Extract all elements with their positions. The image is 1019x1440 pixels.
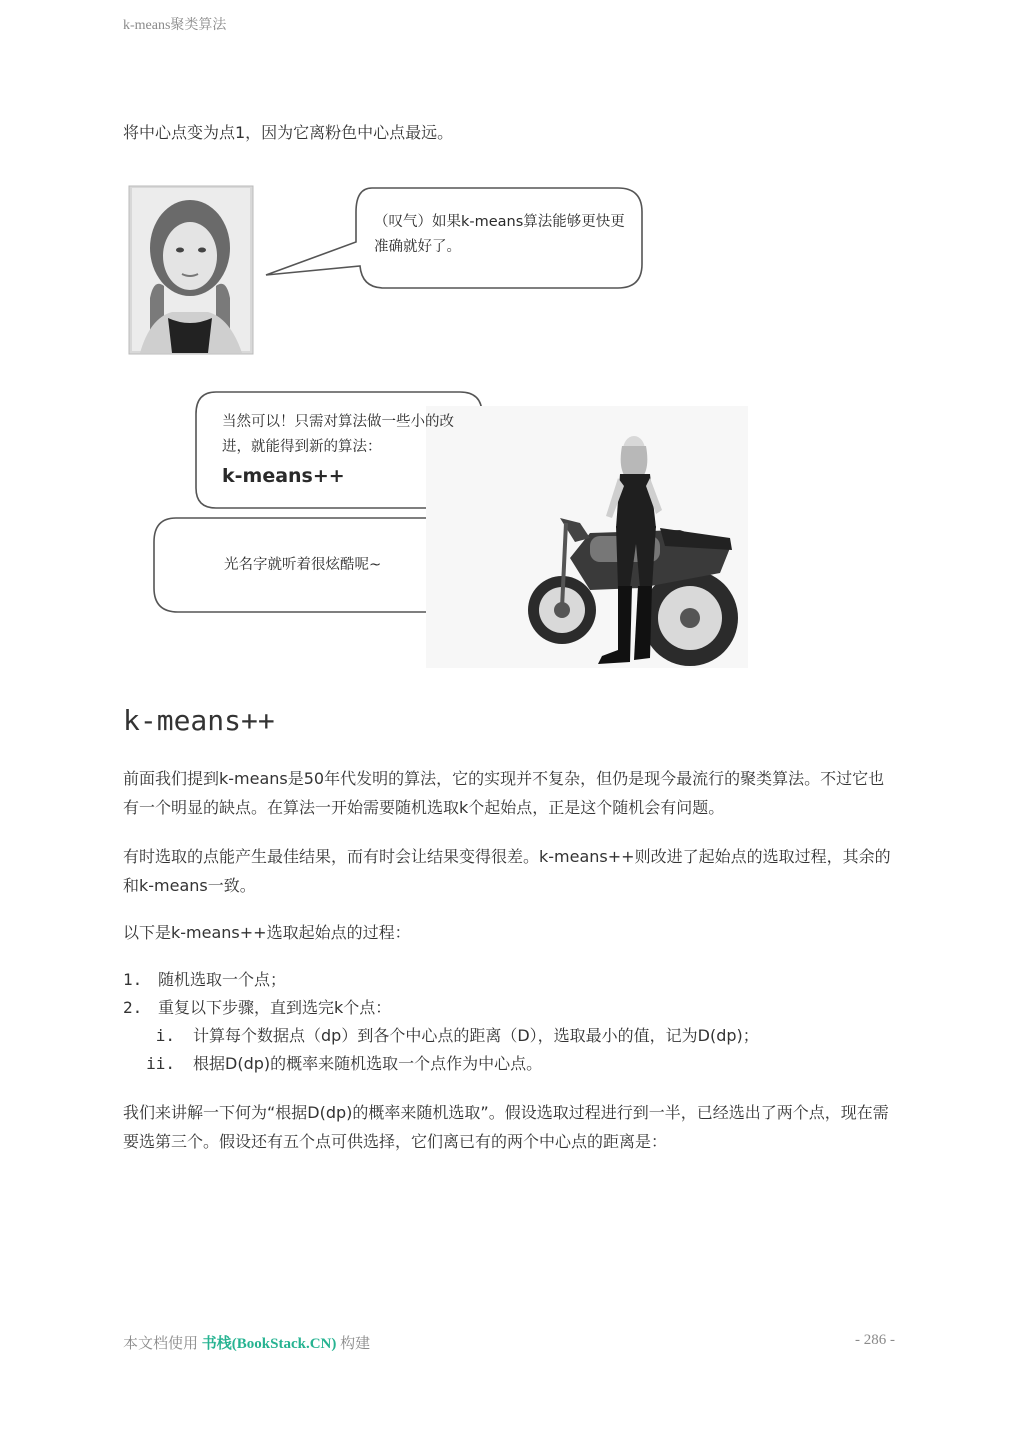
list-item-text: 重复以下步骤，直到选完k个点： <box>158 998 392 1017</box>
page-header-title: k-means聚类算法 <box>123 18 227 33</box>
woman-motorcycle-photo <box>426 406 748 668</box>
sublist-item <box>123 1050 895 1078</box>
sublist-item <box>123 1022 895 1050</box>
list-item <box>123 966 895 994</box>
footer-credit <box>123 1332 370 1353</box>
footer-brand-link[interactable]: 书栈(BookStack.CN) <box>201 1336 337 1352</box>
comic-illustration <box>120 178 760 678</box>
bubble2-bold-text: k-means++ <box>222 465 345 487</box>
paragraph-3: 以下是k-means++选取起始点的过程： <box>123 923 411 942</box>
list-item-number: 2. <box>123 998 143 1017</box>
list-item-number: 1. <box>123 970 143 989</box>
list-item <box>123 994 895 1022</box>
sublist-item-text: 根据D(dp)的概率来随机选取一个点作为中心点。 <box>193 1054 543 1073</box>
sublist-item-number: ii. <box>146 1054 175 1073</box>
woman-portrait-photo <box>129 186 253 354</box>
bubble2-text: 当然可以！只需对算法做一些小的改进，就能得到新的算法： <box>222 414 454 455</box>
section-title: k-means++ <box>123 704 275 737</box>
paragraph-2: 有时选取的点能产生最佳结果，而有时会让结果变得很差。k-means++则改进了起始点的选取过程，其余的和k-means一致。 <box>123 847 891 895</box>
sublist-item-number: i. <box>155 1026 175 1045</box>
bubble1-text: （叹气）如果k-means算法能够更快更准确就好了。 <box>374 214 625 255</box>
intro-paragraph: 将中心点变为点1，因为它离粉色中心点最远。 <box>123 123 454 142</box>
footer-prefix: 本文档使用 <box>123 1336 199 1352</box>
bubble3-text: 光名字就听着很炫酷呢~ <box>224 557 382 573</box>
sublist-item-text: 计算每个数据点（dp）到各个中心点的距离（D），选取最小的值，记为D(dp)； <box>193 1026 759 1045</box>
paragraph-1: 前面我们提到k-means是50年代发明的算法，它的实现并不复杂，但仍是现今最流行的聚类算法。不过它也有一个明显的缺点。在算法一开始需要随机选取k个起始点，正是这个随机会有问题。 <box>123 769 885 817</box>
footer-suffix: 构建 <box>340 1336 371 1352</box>
list-item-text: 随机选取一个点； <box>158 970 287 989</box>
page-number: - 286 - <box>855 1332 895 1348</box>
paragraph-4: 我们来讲解一下何为“根据D(dp)的概率来随机选取”。假设选取过程进行到一半，已经选出了两个点，现在需要选第三个。假设还有五个点可供选择，它们离已有的两个中心点的距离是： <box>123 1103 889 1151</box>
